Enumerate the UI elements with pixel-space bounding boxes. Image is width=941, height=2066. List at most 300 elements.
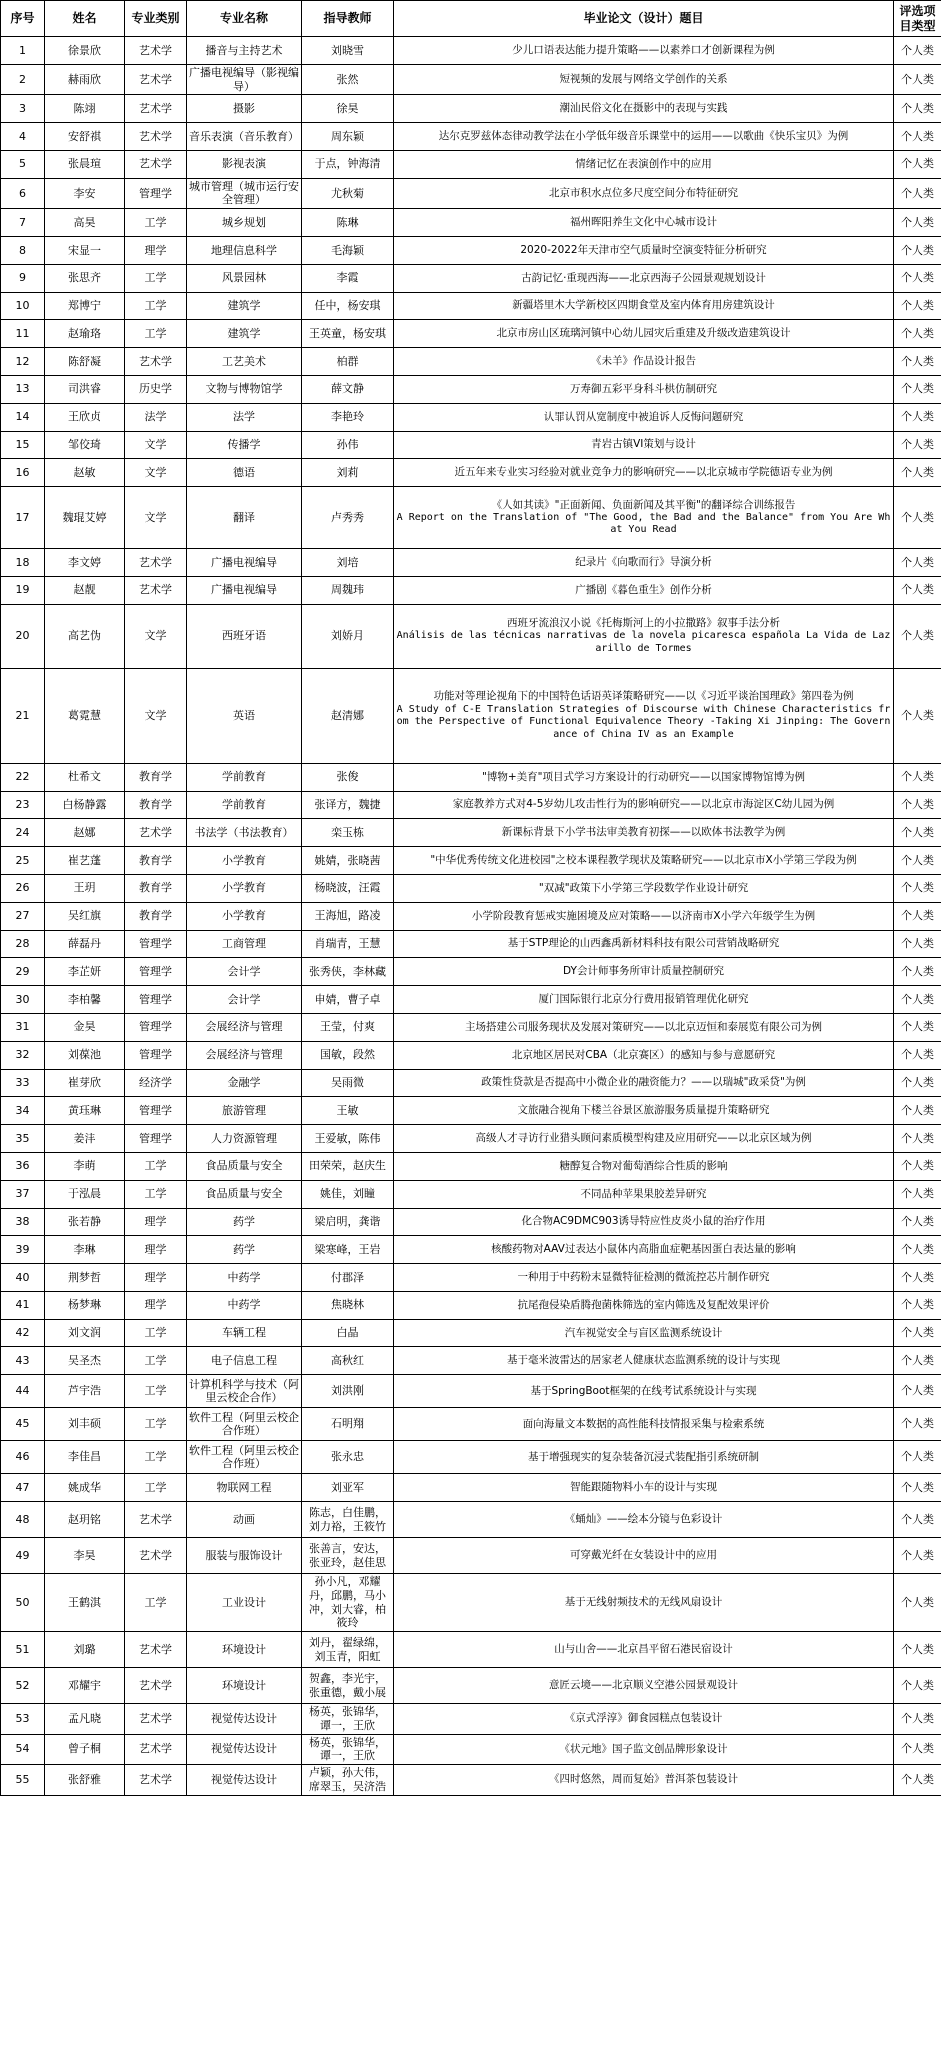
cell-major: 传播学 [187, 431, 302, 459]
cell-no: 39 [1, 1236, 45, 1264]
cell-category: 工学 [125, 1180, 187, 1208]
table-row [1, 1264, 941, 1292]
table-row [1, 320, 941, 348]
cell-advisor: 陈琳 [302, 209, 394, 237]
cell-major: 人力资源管理 [187, 1125, 302, 1153]
cell-name: 王玥 [45, 874, 125, 902]
cell-name: 刘葆池 [45, 1041, 125, 1069]
thesis-title-line: 可穿戴光纤在女装设计中的应用 [570, 1549, 717, 1562]
cell-advisor: 张译方，魏捷 [302, 791, 394, 819]
cell-name: 李柏馨 [45, 986, 125, 1014]
cell-major: 会展经济与管理 [187, 1041, 302, 1069]
table-row [1, 549, 941, 577]
cell-major: 环境设计 [187, 1632, 302, 1668]
cell-no: 16 [1, 459, 45, 487]
table-row [1, 1152, 941, 1180]
cell-name: 李萌 [45, 1152, 125, 1180]
cell-major: 服装与服饰设计 [187, 1538, 302, 1574]
cell-no: 7 [1, 209, 45, 237]
cell-name: 崔芽欣 [45, 1069, 125, 1097]
cell-no: 30 [1, 986, 45, 1014]
cell-name: 安舒祺 [45, 123, 125, 151]
cell-advisor: 姚婧，张晓茜 [302, 847, 394, 875]
cell-name: 赵娜 [45, 819, 125, 847]
table-row [1, 1474, 941, 1502]
cell-name: 邹佼琦 [45, 431, 125, 459]
thesis-title-line: 短视频的发展与网络文学创作的关系 [559, 72, 728, 85]
table-row [1, 847, 941, 875]
cell-category: 艺术学 [125, 348, 187, 376]
table-row [1, 1538, 941, 1574]
table-row [1, 986, 941, 1014]
table-row [1, 1097, 941, 1125]
cell-major: 中药学 [187, 1264, 302, 1292]
cell-thesis-title [394, 95, 894, 123]
cell-advisor: 孙伟 [302, 431, 394, 459]
cell-award-type: 个人类 [894, 403, 941, 431]
cell-name: 魏琨艾婷 [45, 487, 125, 549]
cell-award-type: 个人类 [894, 123, 941, 151]
thesis-title-line: 纪录片《向歌而行》导演分析 [575, 555, 712, 568]
cell-award-type: 个人类 [894, 1208, 941, 1236]
cell-advisor: 刘娇月 [302, 604, 394, 668]
table-row [1, 1069, 941, 1097]
cell-thesis-title [394, 431, 894, 459]
cell-name: 赫雨欣 [45, 64, 125, 95]
cell-name: 司洪睿 [45, 375, 125, 403]
cell-major: 摄影 [187, 95, 302, 123]
cell-award-type: 个人类 [894, 150, 941, 178]
cell-category: 理学 [125, 1291, 187, 1319]
cell-major: 小学教育 [187, 902, 302, 930]
cell-award-type: 个人类 [894, 847, 941, 875]
cell-major: 中药学 [187, 1291, 302, 1319]
cell-major: 车辆工程 [187, 1319, 302, 1347]
cell-category: 文学 [125, 487, 187, 549]
cell-category: 教育学 [125, 874, 187, 902]
cell-category: 文学 [125, 604, 187, 668]
cell-no: 14 [1, 403, 45, 431]
cell-thesis-title [394, 1502, 894, 1538]
cell-thesis-title [394, 1013, 894, 1041]
cell-advisor: 李艳玲 [302, 403, 394, 431]
table-row [1, 1765, 941, 1796]
thesis-title-line: 汽车视觉安全与盲区监测系统设计 [564, 1326, 723, 1339]
thesis-title-line: 厦门国际银行北京分行费用报销管理优化研究 [538, 992, 749, 1005]
cell-advisor: 王爱敏，陈伟 [302, 1125, 394, 1153]
cell-name: 李芷妍 [45, 958, 125, 986]
cell-thesis-title [394, 847, 894, 875]
cell-thesis-title [394, 1236, 894, 1264]
cell-thesis-title [394, 576, 894, 604]
cell-thesis-title [394, 348, 894, 376]
cell-thesis-title [394, 1041, 894, 1069]
table-row [1, 37, 941, 65]
cell-name: 陈翊 [45, 95, 125, 123]
cell-category: 历史学 [125, 375, 187, 403]
thesis-title-line: 不同品种苹果果胶差异研究 [580, 1187, 707, 1200]
cell-category: 艺术学 [125, 95, 187, 123]
cell-advisor: 梁寒峰，王岩 [302, 1236, 394, 1264]
cell-thesis-title [394, 236, 894, 264]
cell-advisor: 国敏，段然 [302, 1041, 394, 1069]
cell-category: 理学 [125, 1208, 187, 1236]
thesis-title-foreign: A Report on the Translation of "The Good, the Bad and the Balance" from You Are What You Read [396, 511, 891, 536]
cell-no: 26 [1, 874, 45, 902]
cell-name: 杜希文 [45, 763, 125, 791]
cell-major: 书法学（书法教育） [187, 819, 302, 847]
cell-name: 王欣贞 [45, 403, 125, 431]
cell-major: 工艺美术 [187, 348, 302, 376]
cell-advisor: 高秋红 [302, 1347, 394, 1375]
cell-category: 工学 [125, 1574, 187, 1632]
table-row [1, 1668, 941, 1704]
cell-category: 艺术学 [125, 1668, 187, 1704]
cell-advisor: 卢颖，孙大伟，席翠玉，吴济浩 [302, 1765, 394, 1796]
table-row [1, 292, 941, 320]
cell-category: 管理学 [125, 958, 187, 986]
cell-thesis-title [394, 930, 894, 958]
cell-thesis-title [394, 1668, 894, 1704]
cell-major: 翻译 [187, 487, 302, 549]
cell-award-type: 个人类 [894, 1236, 941, 1264]
cell-name: 张若静 [45, 1208, 125, 1236]
cell-category: 工学 [125, 1408, 187, 1441]
cell-thesis-title [394, 1538, 894, 1574]
cell-major: 风景园林 [187, 264, 302, 292]
cell-no: 52 [1, 1668, 45, 1704]
cell-thesis-title [394, 763, 894, 791]
cell-no: 35 [1, 1125, 45, 1153]
thesis-title-line: 政策性贷款是否提高中小微企业的融资能力？——以瑞城"政采贷"为例 [481, 1076, 806, 1089]
cell-advisor: 焦晓林 [302, 1291, 394, 1319]
table-row [1, 668, 941, 763]
cell-award-type: 个人类 [894, 264, 941, 292]
cell-category: 文学 [125, 668, 187, 763]
cell-category: 教育学 [125, 902, 187, 930]
cell-no: 25 [1, 847, 45, 875]
cell-award-type: 个人类 [894, 1013, 941, 1041]
cell-major: 播音与主持艺术 [187, 37, 302, 65]
cell-award-type: 个人类 [894, 902, 941, 930]
table-row [1, 1574, 941, 1632]
cell-no: 46 [1, 1441, 45, 1474]
table-body [1, 37, 941, 1796]
table-row [1, 209, 941, 237]
cell-name: 高艺伪 [45, 604, 125, 668]
cell-no: 13 [1, 375, 45, 403]
cell-name: 杨梦琳 [45, 1291, 125, 1319]
cell-no: 37 [1, 1180, 45, 1208]
cell-award-type: 个人类 [894, 1291, 941, 1319]
cell-major: 广播电视编导（影视编导） [187, 64, 302, 95]
cell-award-type: 个人类 [894, 604, 941, 668]
cell-advisor: 石明翔 [302, 1408, 394, 1441]
cell-thesis-title [394, 178, 894, 209]
cell-name: 葛霓慧 [45, 668, 125, 763]
cell-name: 赵瑜珞 [45, 320, 125, 348]
cell-name: 张思齐 [45, 264, 125, 292]
cell-category: 文学 [125, 431, 187, 459]
table-row [1, 236, 941, 264]
thesis-title-foreign: A Study of C-E Translation Strategies of Discourse with Chinese Characteristics from the Perspective of Functional Equivalence Theory -Taking Xi Jinping: The Governance of China IV as an Example [396, 703, 891, 740]
table-row [1, 178, 941, 209]
cell-name: 张舒雅 [45, 1765, 125, 1796]
cell-no: 32 [1, 1041, 45, 1069]
cell-advisor: 尤秋菊 [302, 178, 394, 209]
cell-category: 工学 [125, 1441, 187, 1474]
cell-major: 学前教育 [187, 763, 302, 791]
cell-no: 22 [1, 763, 45, 791]
cell-thesis-title [394, 1574, 894, 1632]
cell-no: 2 [1, 64, 45, 95]
cell-category: 艺术学 [125, 1502, 187, 1538]
cell-advisor: 刘晓雪 [302, 37, 394, 65]
cell-award-type: 个人类 [894, 320, 941, 348]
cell-award-type: 个人类 [894, 64, 941, 95]
cell-no: 12 [1, 348, 45, 376]
thesis-title-line: DY会计师事务所审计质量控制研究 [563, 965, 724, 978]
cell-major: 视觉传达设计 [187, 1765, 302, 1796]
thesis-title-line: 意匠云境——北京顺义空港公园景观设计 [549, 1679, 738, 1692]
table-row [1, 1125, 941, 1153]
cell-thesis-title [394, 549, 894, 577]
cell-advisor: 柏群 [302, 348, 394, 376]
header-name: 姓名 [45, 1, 125, 37]
cell-major: 食品质量与安全 [187, 1152, 302, 1180]
thesis-title-line: 基于无线射频技术的无线风扇设计 [564, 1596, 723, 1609]
thesis-title-line: 万寿御五彩平身科斗栱仿制研究 [570, 382, 717, 395]
table-row [1, 763, 941, 791]
cell-major: 学前教育 [187, 791, 302, 819]
table-row [1, 123, 941, 151]
thesis-title-line: "中华优秀传统文化进校园"之校本课程教学现状及策略研究——以北京市X小学第三学段为例 [430, 853, 857, 866]
cell-category: 艺术学 [125, 123, 187, 151]
thesis-title-line: 青岩古镇VI策划与设计 [591, 438, 696, 451]
cell-category: 理学 [125, 1264, 187, 1292]
header-no: 序号 [1, 1, 45, 37]
cell-no: 54 [1, 1734, 45, 1765]
cell-name: 薛磊丹 [45, 930, 125, 958]
cell-no: 4 [1, 123, 45, 151]
table-row [1, 1502, 941, 1538]
cell-no: 27 [1, 902, 45, 930]
cell-name: 赵敏 [45, 459, 125, 487]
cell-no: 55 [1, 1765, 45, 1796]
cell-thesis-title [394, 375, 894, 403]
cell-advisor: 肖瑞青，王慧 [302, 930, 394, 958]
cell-award-type: 个人类 [894, 209, 941, 237]
cell-name: 姜沣 [45, 1125, 125, 1153]
cell-no: 18 [1, 549, 45, 577]
thesis-title-line: 山与山舍——北京昌平留石港民宿设计 [554, 1643, 733, 1656]
cell-major: 会展经济与管理 [187, 1013, 302, 1041]
thesis-title-line: 新疆塔里木大学新校区四期食堂及室内体育用房建筑设计 [512, 299, 775, 312]
cell-thesis-title [394, 123, 894, 151]
cell-major: 食品质量与安全 [187, 1180, 302, 1208]
cell-major: 建筑学 [187, 292, 302, 320]
cell-no: 17 [1, 487, 45, 549]
cell-advisor: 杨英，张锦华，谭一，王欣 [302, 1734, 394, 1765]
cell-advisor: 张秀侠，李林藏 [302, 958, 394, 986]
thesis-title-line: 抗尾孢侵染盾腾孢菌株筛选的室内筛选及复配效果评价 [517, 1298, 770, 1311]
cell-name: 于泓晨 [45, 1180, 125, 1208]
cell-award-type: 个人类 [894, 1474, 941, 1502]
table-row [1, 1704, 941, 1735]
table-row [1, 1236, 941, 1264]
cell-major: 工业设计 [187, 1574, 302, 1632]
table-row [1, 264, 941, 292]
table-row [1, 1375, 941, 1408]
table-row [1, 150, 941, 178]
cell-name: 荆梦哲 [45, 1264, 125, 1292]
table-row [1, 930, 941, 958]
thesis-title-line: 北京市积水点位多尺度空间分布特征研究 [549, 186, 738, 199]
cell-major: 软件工程（阿里云校企合作班） [187, 1408, 302, 1441]
thesis-title-line: 核酸药物对AAV过表达小鼠体内高脂血症靶基因蛋白表达量的影响 [491, 1243, 796, 1256]
cell-major: 药学 [187, 1236, 302, 1264]
thesis-title-line: 潮汕民俗文化在摄影中的表现与实践 [559, 102, 728, 115]
cell-award-type: 个人类 [894, 1041, 941, 1069]
cell-name: 邓耀宇 [45, 1668, 125, 1704]
cell-no: 24 [1, 819, 45, 847]
table-row [1, 604, 941, 668]
cell-category: 艺术学 [125, 1765, 187, 1796]
cell-thesis-title [394, 1375, 894, 1408]
cell-thesis-title [394, 1152, 894, 1180]
cell-award-type: 个人类 [894, 930, 941, 958]
cell-thesis-title [394, 1441, 894, 1474]
table-row [1, 1180, 941, 1208]
cell-award-type: 个人类 [894, 1668, 941, 1704]
cell-advisor: 周魏玮 [302, 576, 394, 604]
cell-no: 41 [1, 1291, 45, 1319]
cell-award-type: 个人类 [894, 37, 941, 65]
cell-name: 张晨瑄 [45, 150, 125, 178]
header-category: 专业类别 [125, 1, 187, 37]
thesis-title-line: 《状元地》国子监文创品牌形象设计 [559, 1742, 728, 1755]
cell-major: 会计学 [187, 986, 302, 1014]
cell-category: 艺术学 [125, 549, 187, 577]
cell-award-type: 个人类 [894, 819, 941, 847]
cell-no: 47 [1, 1474, 45, 1502]
cell-name: 李文婷 [45, 549, 125, 577]
table-row [1, 348, 941, 376]
cell-major: 电子信息工程 [187, 1347, 302, 1375]
cell-major: 软件工程（阿里云校企合作班） [187, 1441, 302, 1474]
cell-award-type: 个人类 [894, 375, 941, 403]
cell-advisor: 白晶 [302, 1319, 394, 1347]
thesis-title-line: 基于STP理论的山西鑫禹新材料科技有限公司营销战略研究 [507, 937, 780, 950]
cell-thesis-title [394, 791, 894, 819]
cell-advisor: 杨英，张锦华，谭一，王欣 [302, 1704, 394, 1735]
cell-thesis-title [394, 1347, 894, 1375]
cell-thesis-title [394, 1408, 894, 1441]
cell-advisor: 贺鑫，李光宇，张重德，戴小展 [302, 1668, 394, 1704]
cell-no: 38 [1, 1208, 45, 1236]
table-row [1, 819, 941, 847]
thesis-title-line: 功能对等理论视角下的中国特色话语英译策略研究——以《习近平谈治国理政》第四卷为例 [433, 690, 854, 703]
cell-award-type: 个人类 [894, 1765, 941, 1796]
cell-major: 旅游管理 [187, 1097, 302, 1125]
cell-award-type: 个人类 [894, 1319, 941, 1347]
table-row [1, 1441, 941, 1474]
cell-no: 50 [1, 1574, 45, 1632]
thesis-title-line: 基于毫米波雷达的居家老人健康状态监测系统的设计与实现 [507, 1354, 780, 1367]
table-row [1, 403, 941, 431]
cell-category: 管理学 [125, 986, 187, 1014]
thesis-title-line: 基于增强现实的复杂装备沉浸式装配指引系统研制 [528, 1450, 759, 1463]
cell-no: 51 [1, 1632, 45, 1668]
cell-advisor: 吴雨微 [302, 1069, 394, 1097]
cell-award-type: 个人类 [894, 178, 941, 209]
thesis-title-line: 广播剧《暮色重生》创作分析 [575, 583, 712, 596]
table-row [1, 1347, 941, 1375]
cell-category: 工学 [125, 320, 187, 348]
cell-no: 31 [1, 1013, 45, 1041]
thesis-title-line: 达尔克罗兹体态律动教学法在小学低年级音乐课堂中的运用——以歌曲《快乐宝贝》为例 [438, 129, 849, 142]
cell-name: 吴圣杰 [45, 1347, 125, 1375]
cell-advisor: 于点，钟海清 [302, 150, 394, 178]
cell-category: 工学 [125, 1375, 187, 1408]
cell-major: 工商管理 [187, 930, 302, 958]
cell-name: 郑博宁 [45, 292, 125, 320]
cell-thesis-title [394, 604, 894, 668]
thesis-title-line: 文旅融合视角下楼兰谷景区旅游服务质量提升策略研究 [517, 1104, 770, 1117]
cell-award-type: 个人类 [894, 1408, 941, 1441]
cell-award-type: 个人类 [894, 1152, 941, 1180]
cell-thesis-title [394, 874, 894, 902]
cell-major: 小学教育 [187, 874, 302, 902]
cell-award-type: 个人类 [894, 1097, 941, 1125]
thesis-title-line: 近五年来专业实习经验对就业竞争力的影响研究——以北京城市学院德语专业为例 [454, 466, 833, 479]
cell-award-type: 个人类 [894, 1704, 941, 1735]
table-row [1, 1408, 941, 1441]
cell-advisor: 梁启明，龚谐 [302, 1208, 394, 1236]
thesis-title-line: 《四时悠然，周而复始》普洱茶包装设计 [549, 1773, 738, 1786]
table-row [1, 791, 941, 819]
cell-award-type: 个人类 [894, 1125, 941, 1153]
cell-thesis-title [394, 1765, 894, 1796]
cell-award-type: 个人类 [894, 791, 941, 819]
thesis-title-line: 福州晖阳养生文化中心城市设计 [570, 216, 717, 229]
thesis-title-line: 高级人才寻访行业猎头顾问素质模型构建及应用研究——以北京区域为例 [475, 1131, 812, 1144]
cell-major: 小学教育 [187, 847, 302, 875]
cell-advisor: 卢秀秀 [302, 487, 394, 549]
cell-thesis-title [394, 819, 894, 847]
cell-award-type: 个人类 [894, 1734, 941, 1765]
cell-category: 艺术学 [125, 1734, 187, 1765]
cell-category: 工学 [125, 292, 187, 320]
thesis-title-line: 基于SpringBoot框架的在线考试系统设计与实现 [530, 1384, 757, 1397]
cell-award-type: 个人类 [894, 1502, 941, 1538]
cell-advisor: 王海旭，路凌 [302, 902, 394, 930]
cell-category: 教育学 [125, 847, 187, 875]
cell-thesis-title [394, 292, 894, 320]
cell-advisor: 刘莉 [302, 459, 394, 487]
cell-award-type: 个人类 [894, 1441, 941, 1474]
cell-award-type: 个人类 [894, 1538, 941, 1574]
cell-advisor: 孙小凡，邓耀丹，邱鹏，马小冲，刘大睿，柏筱玲 [302, 1574, 394, 1632]
cell-advisor: 张俊 [302, 763, 394, 791]
cell-advisor: 薛文静 [302, 375, 394, 403]
cell-thesis-title [394, 487, 894, 549]
cell-no: 19 [1, 576, 45, 604]
cell-category: 工学 [125, 209, 187, 237]
cell-award-type: 个人类 [894, 431, 941, 459]
cell-name: 李昊 [45, 1538, 125, 1574]
cell-award-type: 个人类 [894, 1632, 941, 1668]
